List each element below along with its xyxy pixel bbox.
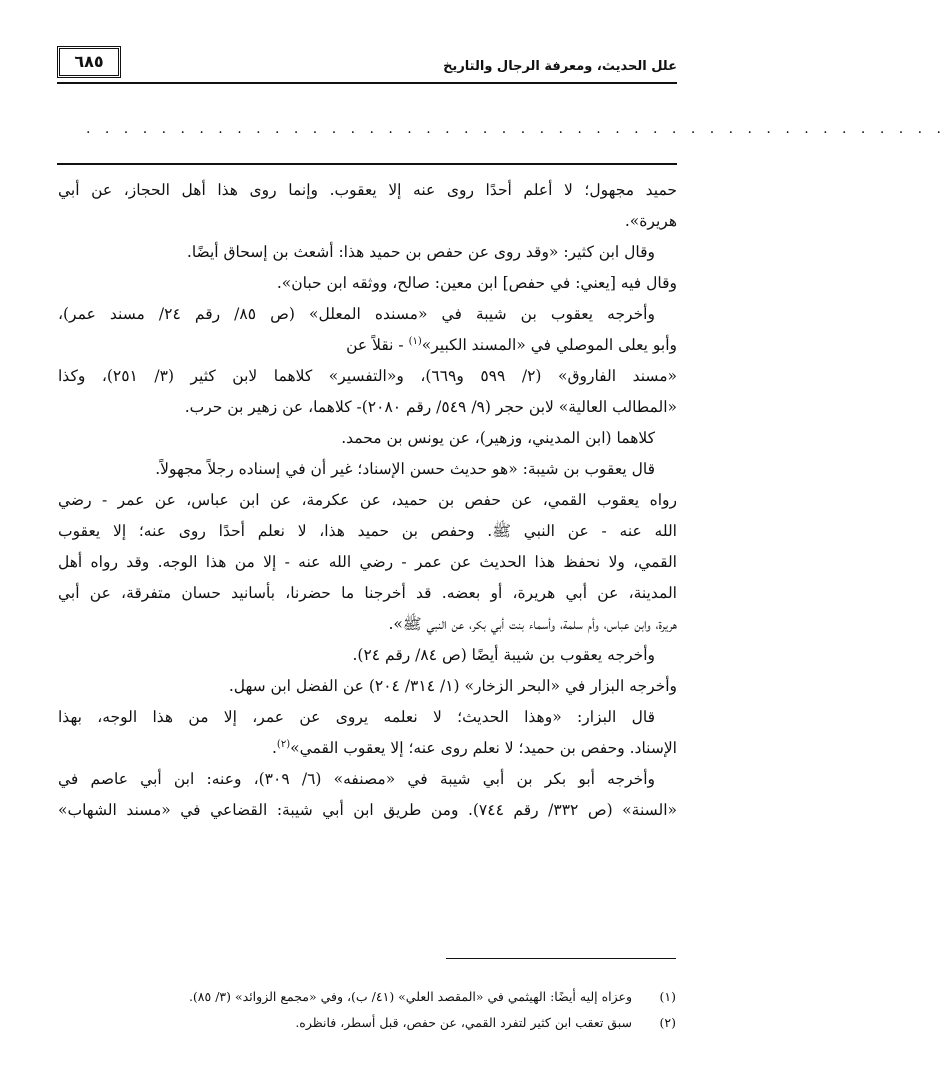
text-line-12: الله عنه - عن النبي ﷺ. وحفص بن حميد هذا، لا نعلم أحدًا روى عنه؛ إلا يعقوب: [58, 522, 677, 540]
text-line-16: وأخرجه يعقوب بن شيبة أيضًا (ص ٨٤/ رقم ٢٤).: [352, 646, 655, 664]
footnote-ref-2: (٢): [276, 738, 291, 750]
text-line-13: القمي، ولا نحفظ هذا الحديث عن عمر - رضي الله عنه - إلا من هذا الوجه. وقد رواه أهل: [58, 553, 677, 571]
footnote-1-text: وعزاه إليه أيضًا: الهيثمي في «المقصد العلي» (٤١/ ب)، وفي «مجمع الزوائد» (٣/ ٨٥).: [188, 989, 633, 1004]
footnote-2-number: (٢): [659, 1015, 676, 1030]
text-line-18: قال البزار: «وهذا الحديث؛ لا نعلمه يروى عن عمر، إلا من هذا الوجه، بهذا: [58, 708, 655, 726]
text-line-1: حميد مجهول؛ لا أعلم أحدًا روى عنه إلا يعقوب. وإنما روى هذا أهل الحجاز، عن أبي: [58, 181, 677, 199]
text-line-19-main: الإسناد. وحفص بن حميد؛ لا نعلم روى عنه؛ إلا يعقوب القمي»: [290, 739, 677, 757]
page-number: ٦٨٥: [57, 46, 121, 78]
footnotes: [58, 984, 676, 1036]
text-line-6-suffix: - نقلاً عن: [346, 336, 404, 354]
footnote-2-text: سبق تعقب ابن كثير لتفرد القمي، عن حفص، قبل أسطر، فانظره.: [295, 1015, 633, 1030]
text-line-9: كلاهما (ابن المديني، وزهير)، عن يونس بن محمد.: [341, 429, 655, 447]
footnote-rule: [446, 958, 676, 959]
text-line-3: وقال ابن كثير: «وقد روى عن حفص بن حميد هذا: أشعث بن إسحاق أيضًا.: [186, 243, 655, 261]
text-line-14: المدينة، عن أبي هريرة، أو بعضه. قد أخرجنا ما حضرنا، بأسانيد حسان متفرقة، عن أبي: [58, 584, 677, 602]
text-line-5: وأخرجه يعقوب بن شيبة في «مسنده المعلل» (ص ٨٥/ رقم ٢٤/ مسند عمر)،: [58, 305, 655, 323]
footnote-1: [58, 984, 676, 1010]
text-line-2: هريرة».: [624, 212, 677, 230]
text-line-7: «مسند الفاروق» (٢/ ٥٩٩ و٦٦٩)، و«التفسير» كلاهما لابن كثير (٣/ ٢٥١)، وكذا: [58, 367, 677, 385]
header-rule: [57, 82, 677, 84]
footnote-ref-1: (١): [408, 335, 422, 347]
footnote-1-number: (١): [659, 989, 676, 1004]
text-line-17: وأخرجه البزار في «البحر الزخار» (١/ ٣١٤/ ٢٠٤) عن الفضل ابن سهل.: [228, 677, 677, 695]
text-line-15: هريرة، وابن عباس، وأم سلمة، وأسماء بنت أبي بكر، عن النبي ﷺ».: [388, 615, 677, 633]
section-rule: [57, 163, 677, 165]
text-line-4: وقال فيه [يعني: في حفص] ابن معين: صالح، ووثقه ابن حبان».: [276, 274, 677, 292]
text-line-10: قال يعقوب بن شيبة: «هو حديث حسن الإسناد؛ غير أن في إسناده رجلاً مجهولاً.: [155, 460, 655, 478]
text-line-6-main: وأبو يعلى الموصلي في «المسند الكبير»: [421, 336, 677, 354]
text-line-20: وأخرجه أبو بكر بن أبي شيبة في «مصنفه» (٦/ ٣٠٩)، وعنه: ابن أبي عاصم في: [58, 770, 655, 788]
text-line-8: «المطالب العالية» لابن حجر (٩/ ٥٤٩/ رقم ٢٠٨٠)- كلاهما، عن زهير بن حرب.: [184, 398, 677, 416]
text-line-19: الإسناد. وحفص بن حميد؛ لا نعلم روى عنه؛ إلا يعقوب القمي»$^{(٢)}$.: [271, 738, 677, 757]
dotted-separator: . . . . . . . . . . . . . . . . . . . . . . . . . . . . . . . . . . . . . . . . . . . . . .: [86, 121, 946, 137]
running-title: علل الحديث، ومعرفة الرجال والتاريخ: [443, 59, 677, 74]
text-line-6: [58, 330, 677, 361]
text-line-21: «السنة» (ص ٣٣٢/ رقم ٧٤٤). ومن طريق ابن أبي شيبة: القضاعي في «مسند الشهاب»: [58, 801, 677, 819]
body-text: [58, 175, 677, 826]
footnote-2: [58, 1010, 676, 1036]
text-line-11: رواه يعقوب القمي، عن حفص بن حميد، عن عكرمة، عن ابن عباس، عن عمر - رضي: [58, 491, 677, 509]
